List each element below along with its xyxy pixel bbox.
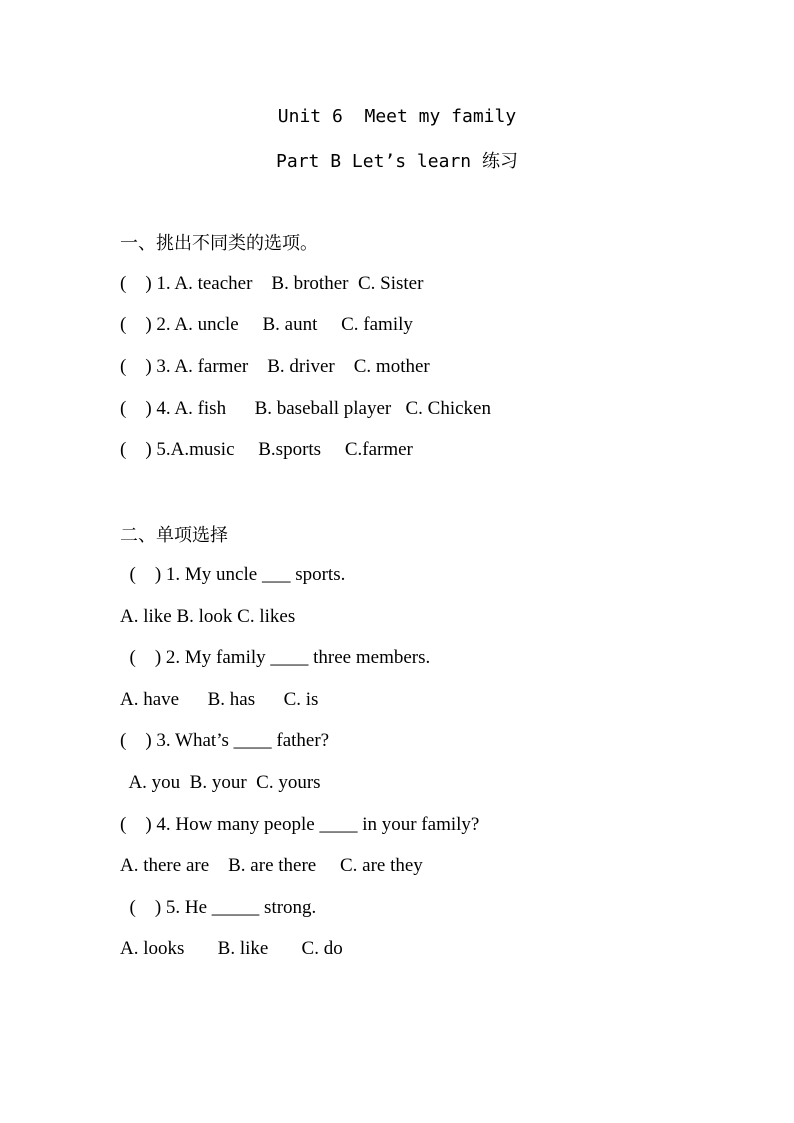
section1-item-2: ( ) 2. A. uncle B. aunt C. family (120, 314, 413, 335)
worksheet-title: Unit 6 Meet my family (277, 106, 517, 127)
section2-question-4: ( ) 4. How many people ____ in your family? (120, 814, 480, 835)
section2-options-2: A. have B. has C. is (120, 689, 319, 710)
section1-item-5: ( ) 5.A.music B.sports C.farmer (120, 439, 413, 460)
worksheet-subtitle: Part B Let’s learn 练习 (276, 151, 518, 172)
section2-question-3: ( ) 3. What’s ____ father? (120, 730, 330, 751)
section1-heading: 一、挑出不同类的选项。 (120, 233, 318, 254)
section2-question-2: ( ) 2. My family ____ three members. (120, 647, 431, 668)
section2-heading: 二、单项选择 (120, 525, 228, 546)
section2-question-1: ( ) 1. My uncle ___ sports. (120, 564, 346, 585)
section1-item-3: ( ) 3. A. farmer B. driver C. mother (120, 356, 430, 377)
section2-question-5: ( ) 5. He _____ strong. (120, 897, 317, 918)
section2-options-5: A. looks B. like C. do (120, 938, 343, 959)
section2-options-3: A. you B. your C. yours (120, 772, 321, 793)
section1-item-1: ( ) 1. A. teacher B. brother C. Sister (120, 273, 424, 294)
section1-item-4: ( ) 4. A. fish B. baseball player C. Chicken (120, 398, 491, 419)
section2-options-4: A. there are B. are there C. are they (120, 855, 423, 876)
section2-options-1: A. like B. look C. likes (120, 606, 296, 627)
